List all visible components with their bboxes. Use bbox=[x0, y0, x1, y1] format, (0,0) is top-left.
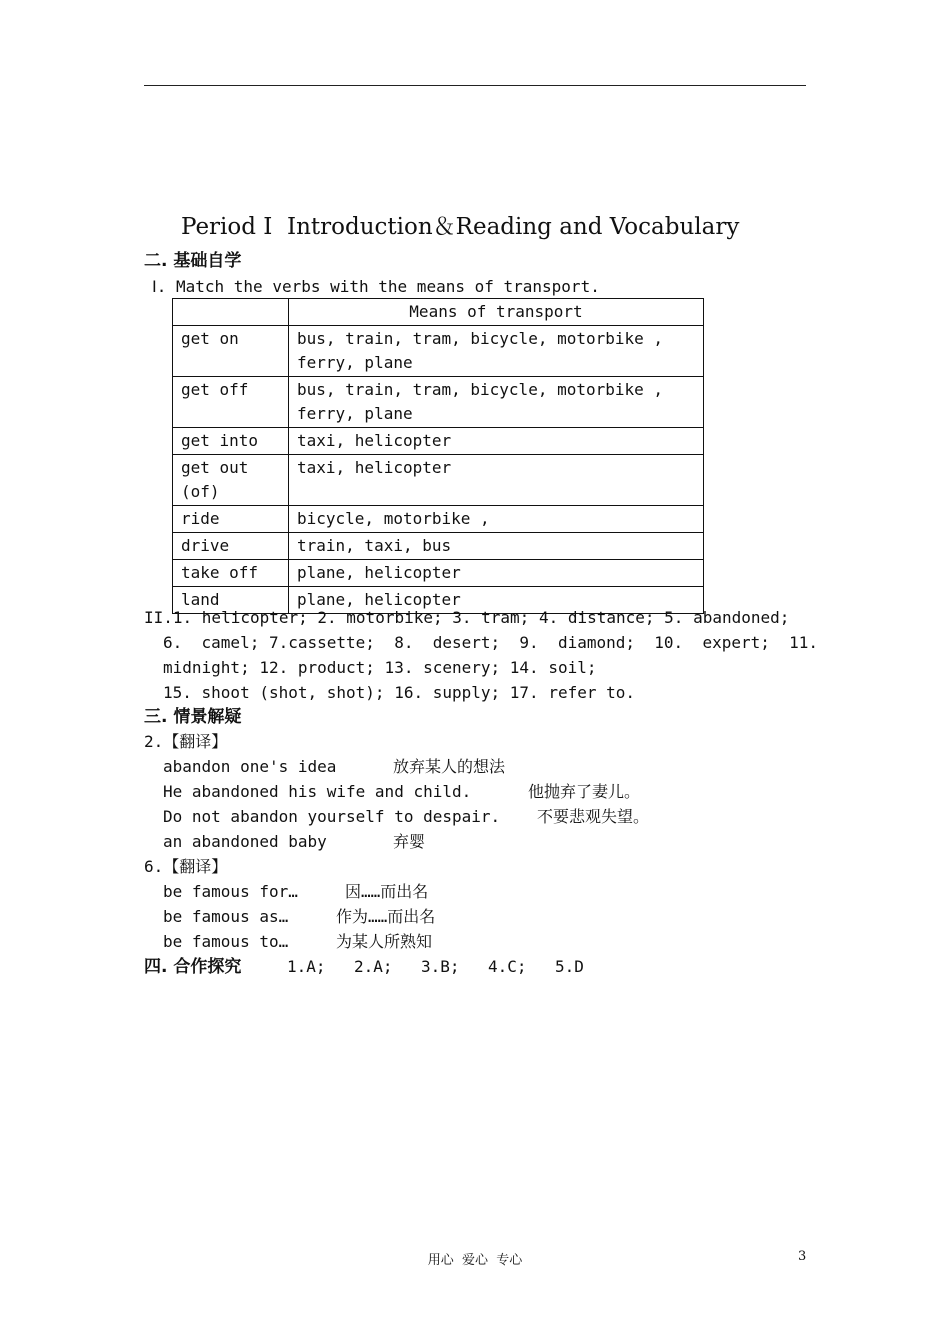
task-1-instruction: Ⅰ. Match the verbs with the means of transport. bbox=[152, 277, 600, 296]
q6-label: 6.【翻译】 bbox=[144, 857, 228, 876]
task-2-answers-line: 15. shoot (shot, shot); 16. supply; 17. refer to. bbox=[163, 683, 636, 702]
verb-cell: get out (of) bbox=[173, 455, 289, 506]
verb-cell: take off bbox=[173, 560, 289, 587]
page-title: Period I Introduction＆Reading and Vocabulary bbox=[181, 214, 740, 240]
task-2-answers-line: midnight; 12. product; 13. scenery; 14. soil; bbox=[163, 658, 597, 677]
table-row bbox=[173, 533, 704, 560]
task-2-answers-line: II.1. helicopter; 2. motorbike; 3. tram; 4. distance; 5. abandoned; bbox=[144, 608, 790, 627]
means-cell: bus, train, tram, bicycle, motorbike , ferry, plane bbox=[289, 377, 704, 428]
section-3-heading: 三. 情景解疑 bbox=[144, 707, 242, 727]
phrase-zh: 为某人所熟知 bbox=[336, 932, 433, 951]
phrase-en: be famous as… bbox=[163, 907, 289, 926]
answer-item: 2.A; bbox=[354, 957, 393, 976]
verb-cell: ride bbox=[173, 506, 289, 533]
verb-cell: get on bbox=[173, 326, 289, 377]
footer-motto: 用心 爱心 专心 bbox=[427, 1253, 523, 1268]
means-cell: plane, helicopter bbox=[289, 560, 704, 587]
answer-item: 3.B; bbox=[421, 957, 460, 976]
phrase-en: Do not abandon yourself to despair. bbox=[163, 807, 501, 826]
verb-cell: get into bbox=[173, 428, 289, 455]
phrase-en: He abandoned his wife and child. bbox=[163, 782, 472, 801]
phrase-zh: 不要悲观失望。 bbox=[537, 807, 650, 826]
transport-table bbox=[172, 298, 704, 614]
phrase-zh: 弃婴 bbox=[393, 832, 426, 851]
table-row bbox=[173, 326, 704, 377]
phrase-zh: 他抛弃了妻儿。 bbox=[528, 782, 641, 801]
section-4-heading: 四. 合作探究 bbox=[144, 957, 242, 977]
means-cell: bus, train, tram, bicycle, motorbike , ferry, plane bbox=[289, 326, 704, 377]
verb-cell: land bbox=[173, 587, 289, 614]
answer-item: 4.C; bbox=[488, 957, 527, 976]
column-header-means: Means of transport bbox=[289, 299, 704, 326]
phrase-zh: 因……而出名 bbox=[345, 882, 429, 901]
task-2-answers-line: 6. camel; 7.cassette; 8. desert; 9. diamond; 10. expert; 11. bbox=[163, 633, 819, 652]
q2-label: 2.【翻译】 bbox=[144, 732, 228, 751]
phrase-en: an abandoned baby bbox=[163, 832, 327, 851]
phrase-en: be famous for… bbox=[163, 882, 298, 901]
header-rule bbox=[144, 85, 806, 86]
section-2-heading: 二. 基础自学 bbox=[144, 251, 242, 271]
table-row bbox=[173, 560, 704, 587]
table-row bbox=[173, 377, 704, 428]
verb-cell: drive bbox=[173, 533, 289, 560]
means-cell: taxi, helicopter bbox=[289, 428, 704, 455]
means-cell: plane, helicopter bbox=[289, 587, 704, 614]
phrase-zh: 作为……而出名 bbox=[336, 907, 436, 926]
phrase-en: be famous to… bbox=[163, 932, 289, 951]
phrase-zh: 放弃某人的想法 bbox=[393, 757, 506, 776]
answer-item: 1.A; bbox=[287, 957, 326, 976]
phrase-en: abandon one's idea bbox=[163, 757, 337, 776]
table-row bbox=[173, 455, 704, 506]
table-header-row bbox=[173, 299, 704, 326]
means-cell: bicycle, motorbike , bbox=[289, 506, 704, 533]
means-cell: taxi, helicopter bbox=[289, 455, 704, 506]
means-cell: train, taxi, bus bbox=[289, 533, 704, 560]
answer-item: 5.D bbox=[555, 957, 584, 976]
table-row bbox=[173, 506, 704, 533]
page-number: 3 bbox=[798, 1249, 807, 1264]
verb-cell: get off bbox=[173, 377, 289, 428]
table-row bbox=[173, 428, 704, 455]
table-corner-cell bbox=[173, 299, 289, 326]
